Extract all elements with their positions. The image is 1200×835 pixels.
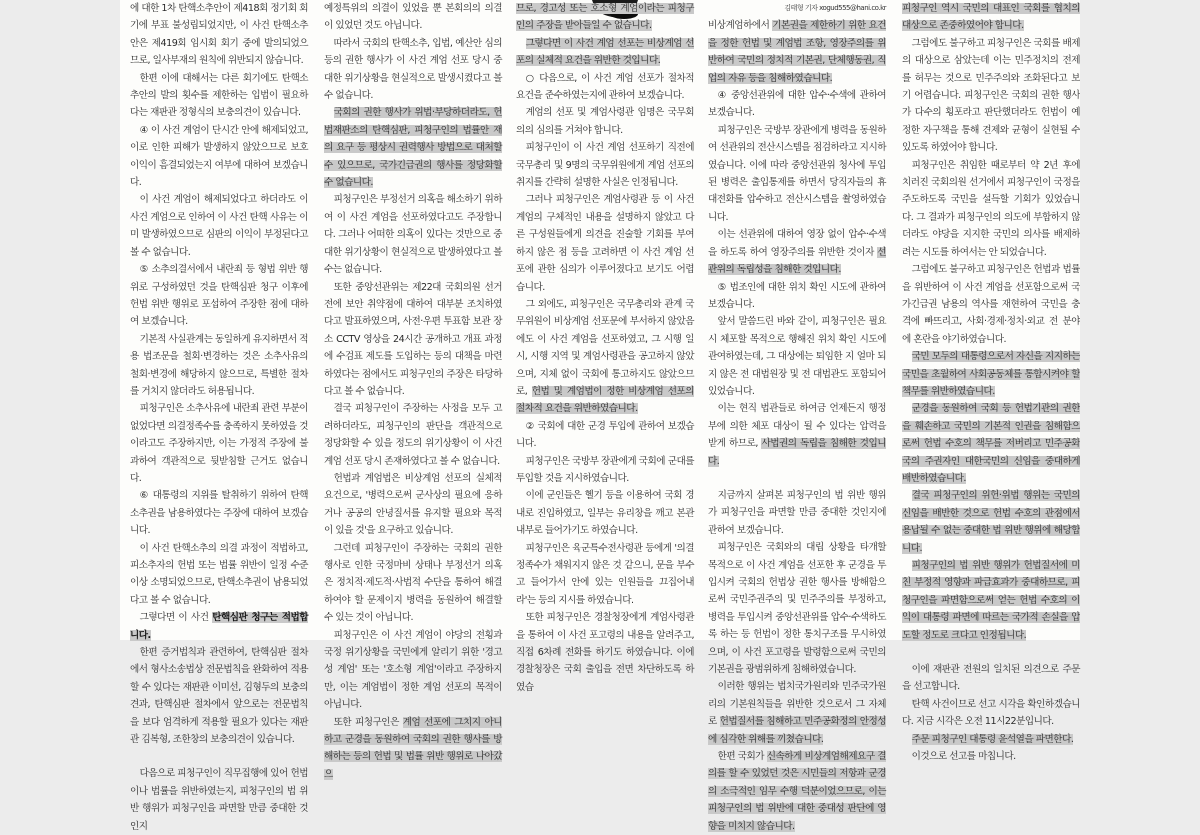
column-4 <box>708 0 887 832</box>
left-margin <box>0 0 120 640</box>
paragraph <box>516 104 694 139</box>
paragraph-text: 이에 재판관 전원의 일치된 의견으로 주문을 선고합니다. <box>902 664 1080 693</box>
paragraph <box>902 157 1080 261</box>
paragraph-text: 피청구인은 국방부 장관에게 병력을 동원하여 선관위의 전산시스템을 점검하라고 지시하였습니다. 이에 따라 중앙선관위 청사에 투입된 병력은 출입통제를 하면서 당직자들의 휴대전화를 압수하고 전산시스템을 촬영하였습니다. <box>708 124 886 223</box>
paragraph-text: 피청구인 역시 국민의 대표인 국회를 협치의 대상으로 존중하였어야 합니다. <box>902 3 1080 32</box>
paragraph <box>902 557 1080 644</box>
paragraph <box>708 226 886 278</box>
highlighted-text: 신속하게 비상계엄해제요구 결의를 할 수 있었던 것은 시민들의 저항과 군경의 소극적인 임무 수행 덕분이었으므로, 이는 피청구인의 법 위반에 대한 중대성 판단에 영향을 미치지 않습니다. <box>708 751 887 832</box>
paragraph-text: 이것으로 선고를 마칩니다. <box>911 751 1016 763</box>
paragraph-text: 이는 선관위에 대하여 영장 없이 압수·수색을 하도록 하여 영장주의를 위반한 것이자 <box>708 229 886 258</box>
highlighted-text: 선관위의 독립성을 침해한 것입니다. <box>708 246 886 276</box>
paragraph <box>708 400 886 470</box>
paragraph <box>708 487 886 539</box>
paragraph-text: 그렇다면 이 사건 계엄 선포는 비상계엄 선포의 실체적 요건을 위반한 것입니다. <box>516 37 694 67</box>
paragraph-text: 피청구인은 국회와의 대립 상황을 타개할 목적으로 이 사건 계엄을 선포한 후 군경을 투입시켜 국회의 헌법상 권한 행사를 방해함으로써 국민주권주의 및 민주주의를 부정하고, 병력을 투입시켜 중앙선관위를 압수·수색하도록 하는 등 헌법이 정한 통치구조를 무시하였으며, 이 사건 포고령을 발령함으로써 국민의 기본권을 광범위하게 침해하였습니다. <box>708 542 886 676</box>
paragraph-text: 그럼에도 불구하고 피청구인은 국회를 배제의 대상으로 삼았는데 이는 민주정치의 전제를 허무는 것으로 민주주의와 조화된다고 보기 어렵습니다. 피청구인은 국회의 권한 행사가 다수의 횡포라고 판단했더라도 헌법이 예정한 자구책을 통해 견제와 균형이 실현될 수 있도록 하였어야 합니다. <box>902 37 1080 154</box>
paragraph <box>130 191 308 261</box>
paragraph-text: ② 국회에 대한 군경 투입에 관하여 보겠습니다. <box>516 420 694 450</box>
paragraph-text: 피청구인의 법 위반 행위가 헌법질서에 미친 부정적 영향과 파급효과가 중대하므로, 피청구인을 파면함으로써 얻는 헌법 수호의 이익이 대통령 파면에 따르는 국가적 손실을 압도할 정도로 크다고 인정됩니다. <box>902 560 1080 641</box>
paragraph <box>708 678 886 748</box>
paragraph <box>902 400 1080 487</box>
paragraph-text: 피청구인은 부정선거 의혹을 해소하기 위하여 이 사건 계엄을 선포하였다고도 주장합니다. 그러나 어떠한 의혹이 있다는 것만으로 중대한 위기상황이 현실적으로 발생하였다고 볼 수는 없습니다. <box>324 194 502 276</box>
newspaper-page <box>120 0 1080 832</box>
paragraph-text: 그 외에도, 피청구인은 국무총리와 관계 국무위원이 비상계엄 선포문에 부서하지 않았음에도 이 사건 계엄을 선포하였고, 그 시행 일시, 시행 지역 및 계엄사령관을 공고하지 않았으며, 지체 없이 국회에 통고하지도 않았으므로, <box>516 298 694 397</box>
paragraph-text: 그럼에도 불구하고 피청구인은 헌법과 법률을 위반하여 이 사건 계엄을 선포함으로써 국가긴급권 남용의 역사를 재현하여 국민을 충격에 빠뜨리고, 사회·경제·정치·외교 전 분야에 혼란을 야기하였습니다. <box>902 264 1080 345</box>
paragraph-text: 이에 군인들은 헬기 등을 이용하여 국회 경내로 진입하였고, 일부는 유리창을 깨고 본관 내부로 들어가기도 하였습니다. <box>516 490 694 537</box>
paragraph <box>902 35 1080 157</box>
paragraph-text: 결국 피청구인의 위헌·위법 행위는 국민의 신임을 배반한 것으로 헌법 수호의 관점에서 용납될 수 없는 중대한 법 위반 행위에 해당합니다. <box>902 490 1080 554</box>
paragraph <box>902 261 1080 348</box>
paragraph-text: 한편 국회가 <box>717 751 767 763</box>
paragraph-text: 또한 피청구인은 <box>333 716 403 728</box>
paragraph-text: 한편 증거법칙과 관련하여, 탄핵심판 절차에서 형사소송법상 전문법칙을 완화하여 적용할 수 있다는 재판관 이미선, 김형두의 보충의견과, 탄핵심판 절차에서 앞으로는 전문법칙을 보다 엄격하게 적용할 필요가 있다는 재판관 김복형, 조한창의 보충의견이 있습니다. <box>130 647 308 746</box>
photo-byline <box>708 0 886 17</box>
paragraph <box>516 70 694 105</box>
paragraph-text: 기본적 사실관계는 동일하게 유지하면서 적용 법조문을 철회·변경하는 것은 소추사유의 철회·변경에 해당하지 않으므로, 특별한 절차를 거치지 않더라도 허용됩니다. <box>130 333 308 397</box>
paragraph <box>130 70 308 122</box>
paragraph-text: 앞서 말씀드린 바와 같이, 피청구인은 필요시 체포할 목적으로 행해진 위치 확인 시도에 관여하였는데, 그 대상에는 퇴임한 지 얼마 되지 않은 전 대법원장 및 전 대법관도 포함되어 있었습니다. <box>708 316 886 397</box>
paragraph <box>130 261 308 331</box>
paragraph-text: 피청구인은 육군특수전사령관 등에게 '의결정족수가 채워지지 않은 것 같으니, 문을 부수고 들어가서 안에 있는 인원들을 끄집어내라'는 등의 지시를 하였습니다. <box>516 542 694 606</box>
paragraph <box>708 279 886 314</box>
paragraph <box>708 748 886 835</box>
paragraph-text: 비상계엄하에서 <box>708 20 773 32</box>
paragraph-text: 에 대한 1차 탄핵소추안이 제418회 정기회 회기에 부표 불성립되었지만, 이 사건 탄핵소추안은 제419회 임시회 회기 중에 발의되었으므로, 일사부재의 원칙에 위반되지 않습니다. <box>130 3 308 67</box>
paragraph <box>516 191 694 295</box>
paragraph-text: 지금까지 살펴본 피청구인의 법 위반 행위가 피청구인을 파면할 만큼 중대한 것인지에 관하여 보겠습니다. <box>708 489 886 536</box>
paragraph <box>130 765 308 835</box>
paragraph <box>324 279 502 401</box>
paragraph-text: ⑤ 소추의결서에서 내란죄 등 형법 위반 행위로 구성하였던 것을 탄핵심판 청구 이후에 헌법 위반 행위로 포섭하여 주장한 점에 대하여 보겠습니다. <box>130 264 308 328</box>
paragraph-text: ⑤ 법조인에 대한 위치 확인 시도에 관하여 보겠습니다. <box>708 281 886 310</box>
column-1 <box>130 0 308 832</box>
paragraph <box>902 0 1080 35</box>
paragraph-text: 다음으로 피청구인이 직무집행에 있어 헌법이나 법률을 위반하였는지, 피청구인의 법 위반 행위가 피청구인을 파면할 만큼 중대한 것인지 <box>130 768 308 832</box>
paragraph-text: ④ 이 사건 계엄이 단시간 안에 해제되었고, 이로 인한 피해가 발생하지 않았으므로 보호이익이 흠결되었는지 여부에 대하여 보겠습니다. <box>130 124 308 189</box>
paragraph-text: ○ 다음으로, 이 사건 계엄 선포가 절차적 요건을 준수하였는지에 관하여 보겠습니다. <box>516 72 694 102</box>
paragraph <box>130 487 308 539</box>
paragraph-text: 그렇다면 이 사건 <box>139 612 213 624</box>
paragraph <box>516 487 694 539</box>
paragraph-text: 피청구인은 취임한 때로부터 약 2년 후에 치러진 국회의원 선거에서 피청구인이 국정을 주도하도록 국민을 설득할 기회가 있었습니다. 그 결과가 피청구인의 의도에 부합하지 않더라도 야당을 지지한 국민의 의사를 배제하려는 시도를 하여서는 안 되었습니다. <box>902 159 1080 258</box>
paragraph-text: 예정특위의 의결이 있었을 뿐 본회의의 의결이 있었던 것도 아닙니다. <box>324 3 502 32</box>
paragraph <box>324 714 502 784</box>
paragraph-text: 국민 모두의 대통령으로서 자신을 지지하는 국민을 초월하여 사회공동체를 통합시켜야 할 책무를 위반하였습니다. <box>902 351 1080 397</box>
paragraph-text: 군경을 동원하여 국회 등 헌법기관의 권한을 훼손하고 국민의 기본적 인권을 침해함으로써 헌법 수호의 책무를 저버리고 민주공화국의 주권자인 대한국민의 신임을 중대하게 배반하였습니다. <box>902 403 1080 484</box>
right-margin <box>1080 0 1200 640</box>
column-2 <box>324 0 502 780</box>
paragraph <box>902 661 1080 696</box>
paragraph <box>516 35 694 70</box>
paragraph <box>130 0 308 70</box>
paragraph <box>708 539 886 678</box>
highlighted-text: 계엄 선포에 그치지 아니하고 군경을 동원하여 국회의 권한 행사를 방해하는 등의 헌법 및 법률 위반 행위로 나아갔으 <box>324 716 502 780</box>
paragraph-text: 그러나 피청구인은 계엄사령관 등 이 사건 계엄의 구체적인 내용을 설명하지 않았고 다른 구성원들에게 의견을 진술할 기회를 부여하지 않은 점 등을 고려하면 이 사건 계엄 선포에 관한 심의가 이루어졌다고 보기도 어렵습니다. <box>516 194 694 293</box>
paragraph <box>708 87 886 122</box>
paragraph-text: 또한 피청구인은 경찰청장에게 계엄사령관을 통하여 이 사건 포고령의 내용을 알려주고, 직접 6차례 전화를 하기도 하였습니다. 이에 경찰청장은 국회 출입을 전면 차단하도록 하였습 <box>516 612 694 693</box>
paragraph-text: 피청구인이 이 사건 계엄 선포하기 직전에 국무총리 및 9명의 국무위원에게 계엄 선포의 취지를 간략히 설명한 사실은 인정됩니다. <box>516 142 694 189</box>
paragraph-text: 한편 이에 대해서는 다른 회기에도 탄핵소추안의 발의 횟수를 제한하는 입법이 필요하다는 재판관 정형식의 보충의견이 있습니다. <box>130 72 308 119</box>
paragraph-text: 결국 피청구인이 주장하는 사정을 모두 고려하더라도, 피청구인의 판단을 객관적으로 정당화할 수 있을 정도의 위기상황이 이 사건 계엄 선포 당시 존재하였다고 볼 수 없습니다. <box>324 403 502 467</box>
column-5 <box>902 0 1080 763</box>
paragraph-text: 따라서 국회의 탄핵소추, 입법, 예산안 심의 등의 권한 행사가 이 사건 계엄 선포 당시 중대한 위기상황을 현실적으로 발생시켰다고 볼 수 없습니다. <box>324 37 502 102</box>
paragraph-text: 탄핵 사건이므로 선고 시각을 확인하겠습니다. 지금 시각은 오전 11시22분입니다. <box>902 698 1080 728</box>
paragraph-text: 므로, 경고성 또는 호소형 계엄이라는 피청구인의 주장을 받아들일 수 없습니다. <box>516 3 694 32</box>
paragraph-text: 그런데 피청구인이 주장하는 국회의 권한 행사로 인한 국정마비 상태나 부정선거 의혹은 정치적·제도적·사법적 수단을 통하여 해결하여야 할 문제이지 병력을 동원하여 해결할 수 있는 것이 아닙니다. <box>324 542 502 624</box>
highlighted-text: 사법권의 독립을 침해한 것입니다. <box>708 438 886 467</box>
paragraph-text: 김태형 기자 xogud555@hani.co.kr <box>784 4 886 12</box>
paragraph-text: 주문 피청구인 대통령 윤석열을 파면한다. <box>911 733 1074 745</box>
paragraph <box>130 540 308 610</box>
paragraph <box>324 0 502 35</box>
paragraph <box>130 609 308 644</box>
paragraph <box>516 609 694 696</box>
paragraph-text: ④ 중앙선관위에 대한 압수·수색에 관하여 보겠습니다. <box>708 90 886 119</box>
paragraph <box>516 0 694 35</box>
paragraph <box>516 418 694 453</box>
paragraph-text: ⑥ 대통령의 지위를 탈취하기 위하여 탄핵소추권을 남용하였다는 주장에 대하여 보겠습니다. <box>130 490 308 537</box>
paragraph <box>708 313 886 400</box>
paragraph <box>324 470 502 540</box>
paragraph <box>516 139 694 191</box>
paragraph-text: 또한 중앙선관위는 제22대 국회의원 선거 전에 보안 취약점에 대하여 대부분 조치하였다고 발표하였으며, 사전·우편 투표함 보관 장소 CCTV 영상을 24시간 공개하고 개표 과정에 수검표 제도를 도입하는 등의 대책을 마련하였다는 점에서도 피청구인의 주장은 타당하다고 볼 수 없습니다. <box>324 281 502 397</box>
paragraph <box>708 122 886 226</box>
paragraph <box>516 540 694 610</box>
column-3 <box>516 0 694 693</box>
paragraph <box>902 348 1080 400</box>
bold-text: 탄핵심판 청구는 적법합니다. <box>130 612 308 641</box>
paragraph <box>516 453 694 488</box>
paragraph <box>902 731 1080 748</box>
paragraph <box>324 540 502 627</box>
paragraph <box>902 696 1080 731</box>
paragraph <box>708 17 886 87</box>
paragraph-text: 계엄의 선포 및 계엄사령관 임명은 국무회의의 심의를 거쳐야 합니다. <box>516 107 694 136</box>
paragraph <box>516 296 694 418</box>
paragraph <box>130 400 308 487</box>
paragraph <box>902 487 1080 557</box>
paragraph <box>130 331 308 401</box>
paragraph-text: 이 사건 계엄이 해제되었다고 하더라도 이 사건 계엄으로 인하여 이 사건 탄핵 사유는 이미 발생하였으므로 심판의 이익이 부정된다고 볼 수 없습니다. <box>130 194 308 258</box>
paragraph-text: 헌법과 계엄법은 비상계엄 선포의 실체적 요건으로, '병력으로써 군사상의 필요에 응하거나 공공의 안녕질서를 유지할 필요와 목적이 있을 것'을 요구하고 있습니다. <box>324 472 502 537</box>
paragraph-text: 피청구인은 이 사건 계엄이 야당의 전횡과 국정 위기상황을 국민에게 알리기 위한 '경고성 계엄' 또는 '호소형 계엄'이라고 주장하지만, 이는 계엄법이 정한 계엄 선포의 목적이 아닙니다. <box>324 629 502 711</box>
highlighted-text: 기본권을 제한하기 위한 요건을 정한 헌법 및 계엄법 조항, 영장주의를 위반하여 국민의 정치적 기본권, 단체행동권, 직업의 자유 등을 침해하였습니다. <box>708 20 886 84</box>
paragraph <box>130 644 308 748</box>
paragraph <box>130 122 308 192</box>
paragraph-text: 이러한 행위는 법치국가원리와 민주국가원리의 기본원칙들을 위반한 것으로서 그 자체로 <box>708 681 886 728</box>
paragraph <box>324 400 502 470</box>
paragraph-text: 피청구인은 소추사유에 내란죄 관련 부분이 없었다면 의결정족수를 충족하지 못하였을 것이라고도 주장하지만, 이는 가정적 주장에 불과하여 객관적으로 뒷받침할 근거도 없습니다. <box>130 403 308 484</box>
paragraph-text: 국회의 권한 행사가 위법·부당하더라도, 헌법재판소의 탄핵심판, 피청구인의 법률안 재의 요구 등 평상시 권력행사 방법으로 대처할 수 있으므로, 국가긴급권의 행사를 정당화할 수 없습니다. <box>324 107 502 189</box>
paragraph <box>324 35 502 105</box>
paragraph <box>324 191 502 278</box>
paragraph <box>324 104 502 191</box>
paragraph-text: 피청구인은 국방부 장관에게 국회에 군대를 투입할 것을 지시하였습니다. <box>516 455 694 484</box>
paragraph <box>324 627 502 714</box>
paragraph-text: 이는 현직 법관들로 하여금 언제든지 행정부에 의한 체포 대상이 될 수 있다는 압력을 받게 하므로, <box>708 403 886 450</box>
highlighted-text: 헌법질서를 침해하고 민주공화정의 안정성에 심각한 위해를 끼쳤습니다. <box>708 716 886 745</box>
paragraph-text: 이 사건 탄핵소추의 의결 과정이 적법하고, 피소추자의 헌법 또는 법률 위반이 일정 수준 이상 소명되었으므로, 탄핵소추권이 남용되었다고 볼 수 없습니다. <box>130 542 308 606</box>
paragraph <box>902 748 1080 765</box>
highlighted-text: 헌법 및 계엄법이 정한 비상계엄 선포의 절차적 요건을 위반하였습니다. <box>516 385 694 415</box>
